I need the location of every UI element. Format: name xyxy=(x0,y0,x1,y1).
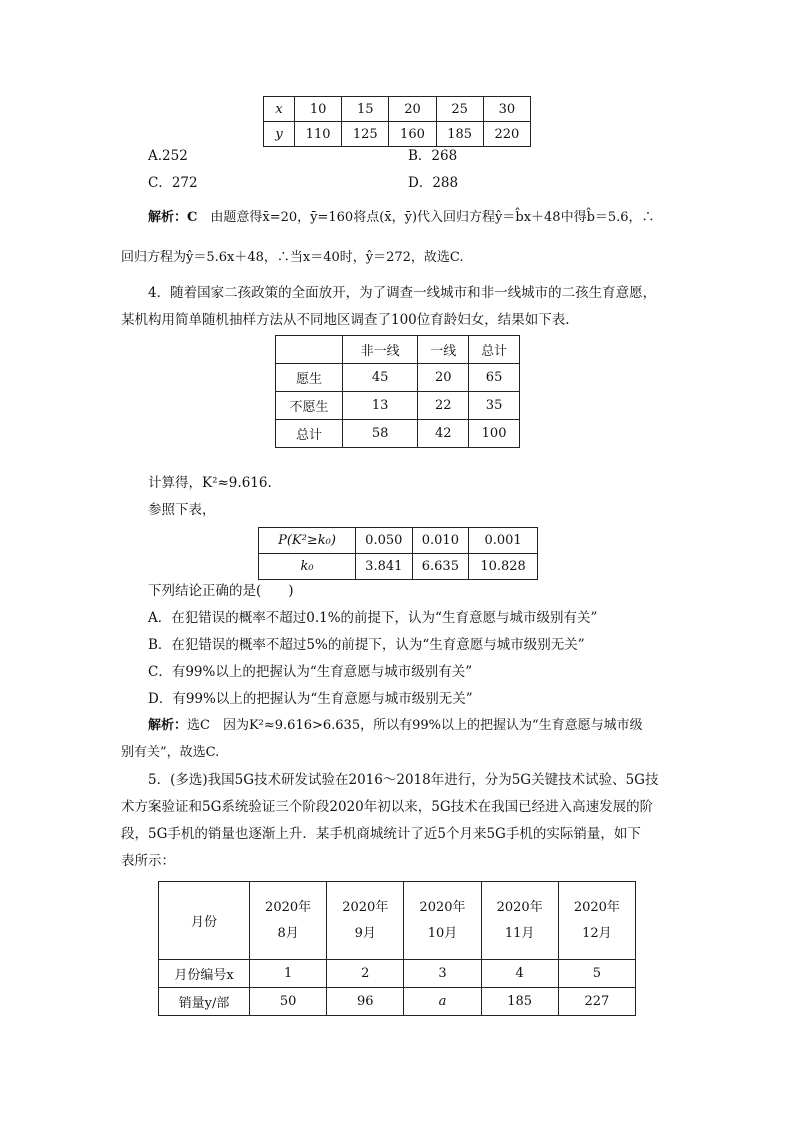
q4-solution-line1 xyxy=(148,716,643,736)
table-cell: x xyxy=(264,97,295,122)
table-cell: 22 xyxy=(418,392,469,420)
table-cell: 65 xyxy=(469,364,520,392)
sales-table xyxy=(158,881,636,1016)
table-cell: 45 xyxy=(343,364,418,392)
table-cell: 13 xyxy=(343,392,418,420)
table-cell: 0.001 xyxy=(469,528,538,554)
table-cell xyxy=(404,882,481,960)
table-cell: 50 xyxy=(250,988,327,1016)
table-cell: 125 xyxy=(342,122,389,147)
q5-line1: 5．(多选)我国5G技术研发试验在2016～2018年进行，分为5G关键技术试验、5G技 xyxy=(148,772,659,788)
table-cell: 非一线 xyxy=(343,336,418,364)
table-cell: 一线 xyxy=(418,336,469,364)
table-cell: 3.841 xyxy=(356,554,413,580)
table-cell: 0.010 xyxy=(412,528,469,554)
q4-ref: 参照下表， xyxy=(148,502,216,518)
q5-line3: 段，5G手机的销量也逐渐上升．某手机商城统计了近5个月来5G手机的实际销量，如下 xyxy=(121,826,641,842)
table-cell: 58 xyxy=(343,420,418,448)
table-cell: 100 xyxy=(469,420,520,448)
q4-question: 下列结论正确的是( ) xyxy=(148,583,294,599)
table-cell: 销量y/部 xyxy=(159,988,250,1016)
solution-text: 选C 因为K²≈9.616>6.635，所以有99%以上的把握认为“生育意愿与城市级 xyxy=(187,718,643,733)
table-cell: k₀ xyxy=(259,554,356,580)
table-cell: 42 xyxy=(418,420,469,448)
table-cell: 185 xyxy=(481,988,558,1016)
table-cell: 15 xyxy=(342,97,389,122)
solution-label: 解析： xyxy=(148,210,188,225)
table-cell: 不愿生 xyxy=(276,392,343,420)
table-cell: a xyxy=(404,988,481,1016)
table-cell: 20 xyxy=(418,364,469,392)
table-cell: 月份编号x xyxy=(159,960,250,988)
table-cell xyxy=(327,882,404,960)
xy-data-table xyxy=(263,96,531,147)
table-cell: 35 xyxy=(469,392,520,420)
table-cell xyxy=(250,882,327,960)
table-cell: 5 xyxy=(558,960,635,988)
table-cell: 110 xyxy=(295,122,342,147)
table-cell: 总计 xyxy=(469,336,520,364)
month-year: 2020年 xyxy=(419,899,466,915)
table-cell: 总计 xyxy=(276,420,343,448)
month-year: 2020年 xyxy=(342,899,389,915)
month-year: 2020年 xyxy=(573,899,620,915)
q4-stem-line2: 某机构用简单随机抽样方法从不同地区调查了100位育龄妇女，结果如下表. xyxy=(121,312,570,328)
option-c: C．272 xyxy=(148,175,198,191)
option-d: D．288 xyxy=(408,175,459,191)
month-year: 2020年 xyxy=(265,899,312,915)
option-a: A.252 xyxy=(148,148,188,164)
table-cell: 20 xyxy=(389,97,436,122)
table-cell: 160 xyxy=(389,122,436,147)
table-cell: 96 xyxy=(327,988,404,1016)
month-name: 10月 xyxy=(427,925,458,941)
solution-choice: C xyxy=(187,210,198,225)
table-cell: 1 xyxy=(250,960,327,988)
table-cell: 6.635 xyxy=(412,554,469,580)
option-b: B．268 xyxy=(408,148,458,164)
table-cell: 月份 xyxy=(159,882,250,960)
q4-solution-line2: 别有关”，故选C. xyxy=(121,745,220,760)
table-cell: 10 xyxy=(295,97,342,122)
month-name: 12月 xyxy=(582,925,612,941)
q3-solution-line2: 回归方程为ŷ＝5.6x＋48，∴当x＝40时，ŷ＝272，故选C. xyxy=(121,250,464,265)
q5-line2: 术方案验证和5G系统验证三个阶段2020年初以来，5G技术在我国已经进入高速发展的阶 xyxy=(121,799,654,815)
q5-line4: 表所示： xyxy=(121,853,175,869)
q4-option-d: D．有99%以上的把握认为“生育意愿与城市级别无关” xyxy=(148,691,473,707)
table-cell xyxy=(276,336,343,364)
q4-option-a: A．在犯错误的概率不超过0.1%的前提下，认为“生育意愿与城市级别有关” xyxy=(148,610,598,626)
table-cell xyxy=(558,882,635,960)
q4-option-c: C．有99%以上的把握认为“生育意愿与城市级别有关” xyxy=(148,664,473,680)
table-cell: 0.050 xyxy=(356,528,413,554)
table-cell: 25 xyxy=(436,97,483,122)
table-cell: 2 xyxy=(327,960,404,988)
table-cell: 220 xyxy=(483,122,530,147)
table-cell: 愿生 xyxy=(276,364,343,392)
table-cell: y xyxy=(264,122,295,147)
q4-stem-line1: 4．随着国家二孩政策的全面放开，为了调查一线城市和非一线城市的二孩生育意愿， xyxy=(148,285,657,301)
q3-solution-line1 xyxy=(148,208,655,228)
table-cell: 30 xyxy=(483,97,530,122)
table-cell xyxy=(481,882,558,960)
solution-label: 解析： xyxy=(148,718,188,733)
table-cell: 10.828 xyxy=(469,554,538,580)
table-cell: 3 xyxy=(404,960,481,988)
solution-text: 由题意得x̄=20，ȳ=160将点(x̄，ȳ)代入回归方程ŷ＝b̂x＋48中得b̂＝5.6，∴ xyxy=(210,210,655,225)
table-cell: 185 xyxy=(436,122,483,147)
table-cell: 4 xyxy=(481,960,558,988)
critical-value-table xyxy=(258,527,538,580)
month-name: 8月 xyxy=(277,925,299,941)
contingency-table xyxy=(275,335,520,448)
q4-calc: 计算得，K²≈9.616. xyxy=(148,475,272,491)
month-name: 11月 xyxy=(504,925,535,941)
q4-option-b: B．在犯错误的概率不超过5%的前提下，认为“生育意愿与城市级别无关” xyxy=(148,637,585,653)
table-cell: P(K²≥k₀) xyxy=(259,528,356,554)
month-name: 9月 xyxy=(354,925,376,941)
table-cell: 227 xyxy=(558,988,635,1016)
month-year: 2020年 xyxy=(496,899,543,915)
